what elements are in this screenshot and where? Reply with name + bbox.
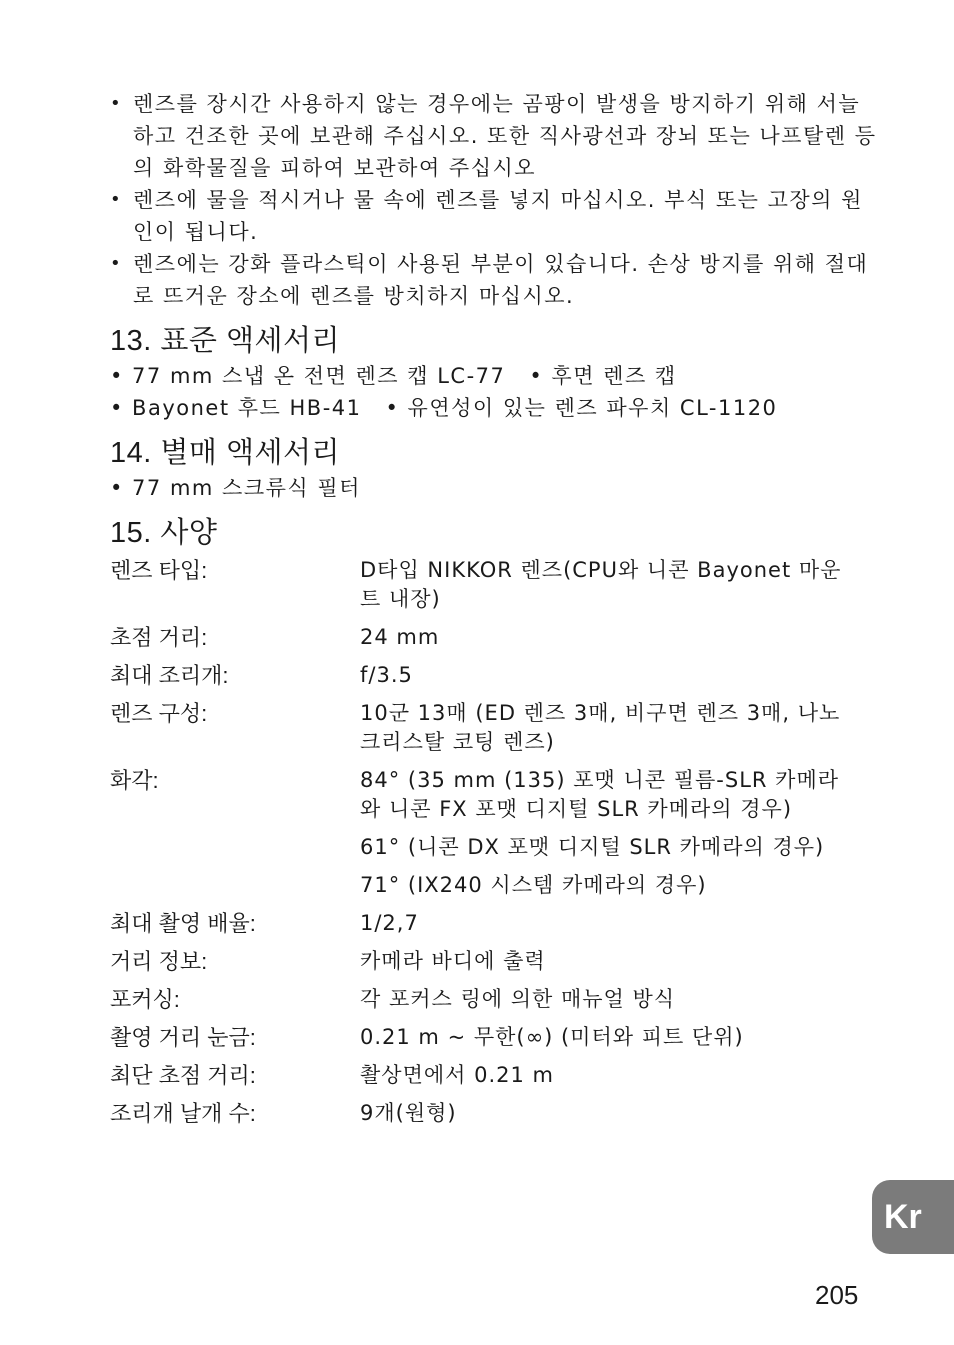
spec-label: 화각: <box>110 768 159 793</box>
accessory-item: • Bayonet 후드 HB-41 <box>110 396 362 420</box>
spec-label: 렌즈 타입: <box>110 558 208 583</box>
spec-values <box>360 623 850 661</box>
page-content <box>110 88 880 1137</box>
spec-row <box>110 661 850 699</box>
spec-values <box>360 985 850 1023</box>
accessory-item: • 후면 렌즈 캡 <box>529 364 677 388</box>
intro-bullet-list <box>110 88 880 312</box>
spec-value: 10군 13매 (ED 렌즈 3매, 비구면 렌즈 3매, 나노 크리스탈 코팅 렌즈) <box>360 701 841 754</box>
spec-value: 각 포커스 링에 의한 매뉴얼 방식 <box>360 987 676 1011</box>
spec-values <box>360 699 850 766</box>
standard-accessories-list <box>110 360 880 424</box>
optional-accessories-list <box>110 472 880 504</box>
spec-label: 촬영 거리 눈금: <box>110 1025 256 1050</box>
spec-values <box>360 766 850 909</box>
spec-value: 61° (니콘 DX 포맷 디지털 SLR 카메라의 경우) <box>360 835 825 859</box>
accessory-item: • 77 mm 스냅 온 전면 렌즈 캡 LC-77 <box>110 364 506 388</box>
spec-values <box>360 1023 850 1061</box>
spec-row <box>110 699 850 766</box>
spec-row <box>110 766 850 909</box>
spec-row <box>110 623 850 661</box>
spec-label: 포커싱: <box>110 987 180 1012</box>
spec-row <box>110 909 850 947</box>
section-title-optional-accessories: 14. 별매 액세서리 <box>110 437 341 469</box>
spec-row <box>110 947 850 985</box>
spec-value: f/3.5 <box>360 663 413 687</box>
spec-label: 초점 거리: <box>110 625 208 650</box>
spec-label: 렌즈 구성: <box>110 701 208 726</box>
spec-values <box>360 556 850 623</box>
bullet-item: • 렌즈에는 강화 플라스틱이 사용된 부분이 있습니다. 손상 방지를 위해 절대로 뜨거운 장소에 렌즈를 방치하지 마십시오. <box>110 248 880 312</box>
spec-values <box>360 909 850 947</box>
spec-label: 최대 촬영 배율: <box>110 911 256 936</box>
language-tab: Kr <box>872 1180 954 1254</box>
spec-value: 9개(원형) <box>360 1101 457 1125</box>
bullet-item: • 렌즈에 물을 적시거나 물 속에 렌즈를 넣지 마십시오. 부식 또는 고장의 원인이 됩니다. <box>110 184 880 248</box>
spec-row <box>110 985 850 1023</box>
spec-label: 조리개 날개 수: <box>110 1101 256 1126</box>
spec-value: 71° (IX240 시스템 카메라의 경우) <box>360 873 707 897</box>
spec-value: 카메라 바디에 출력 <box>360 949 546 973</box>
spec-value: 촬상면에서 0.21 m <box>360 1063 554 1087</box>
spec-row <box>110 1023 850 1061</box>
spec-value: 24 mm <box>360 625 440 649</box>
spec-value: D타입 NIKKOR 렌즈(CPU와 니콘 Bayonet 마운트 내장) <box>360 558 842 611</box>
spec-row <box>110 556 850 623</box>
spec-values <box>360 1061 850 1099</box>
page-number: 205 <box>815 1280 859 1310</box>
spec-values <box>360 947 850 985</box>
spec-label: 최단 초점 거리: <box>110 1063 256 1088</box>
spec-values <box>360 1099 850 1137</box>
section-title-specifications: 15. 사양 <box>110 517 218 549</box>
spec-value: 84° (35 mm (135) 포맷 니콘 필름-SLR 카메라와 니콘 FX 포맷 디지털 SLR 카메라의 경우) <box>360 768 840 821</box>
accessory-item: • 77 mm 스크류식 필터 <box>110 476 361 500</box>
spec-row <box>110 1099 850 1137</box>
bullet-item: • 렌즈를 장시간 사용하지 않는 경우에는 곰팡이 발생을 방지하기 위해 서늘하고 건조한 곳에 보관해 주십시오. 또한 직사광선과 장뇌 또는 나프탈렌 등의 화학물질을 피하여 보관하여 주십시오 <box>110 88 880 184</box>
spec-values <box>360 661 850 699</box>
section-title-standard-accessories: 13. 표준 액세서리 <box>110 325 341 357</box>
spec-value: 1/2,7 <box>360 911 419 935</box>
specifications-table <box>110 556 850 1137</box>
spec-label: 최대 조리개: <box>110 663 229 688</box>
spec-label: 거리 정보: <box>110 949 208 974</box>
accessory-line <box>110 392 880 424</box>
spec-value: 0.21 m ~ 무한(∞) (미터와 피트 단위) <box>360 1025 744 1049</box>
accessory-line <box>110 360 880 392</box>
accessory-item: • 유연성이 있는 렌즈 파우치 CL-1120 <box>385 396 778 420</box>
spec-row <box>110 1061 850 1099</box>
